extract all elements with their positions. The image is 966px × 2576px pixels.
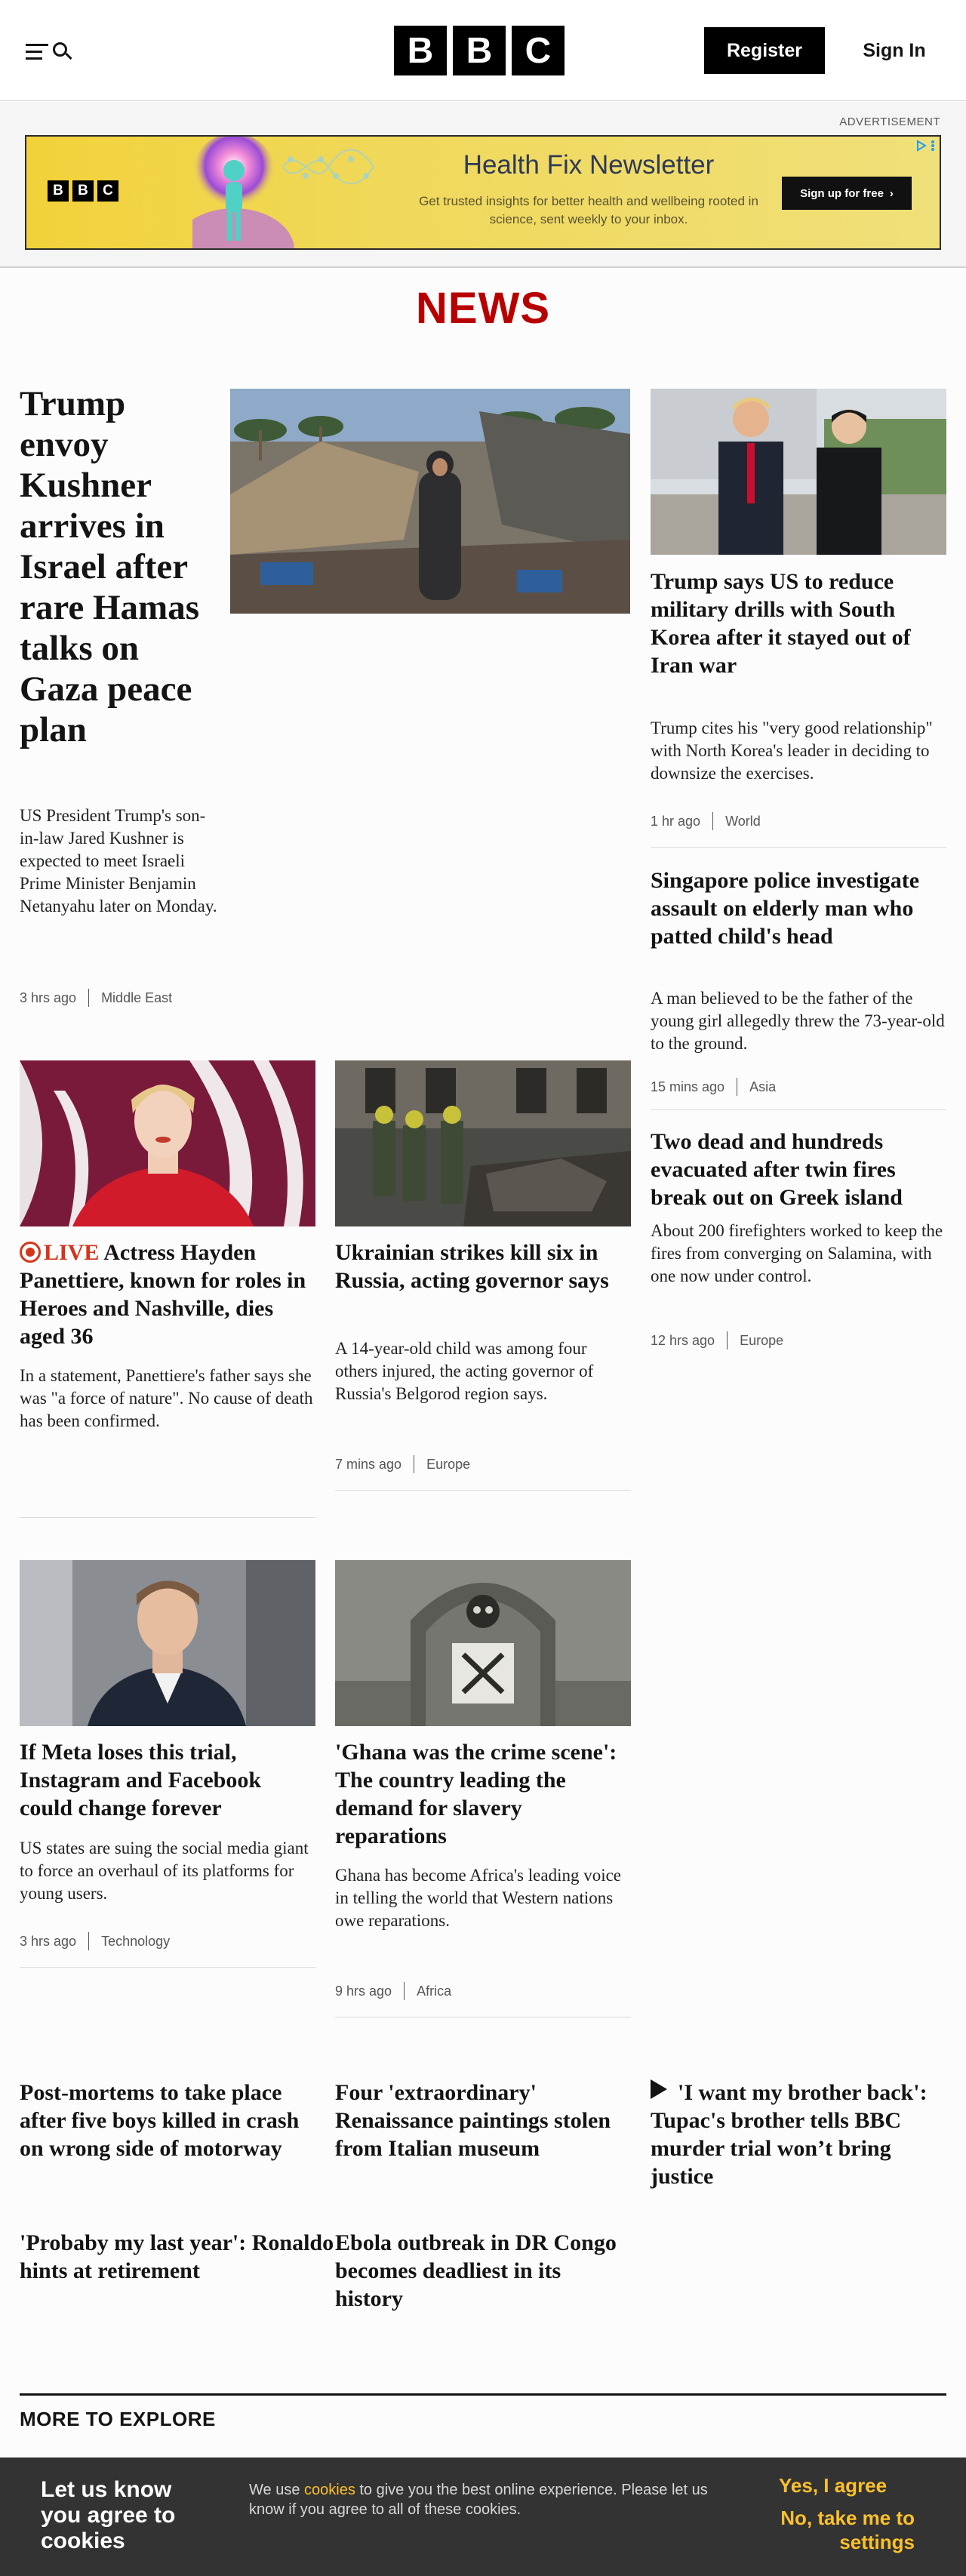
- register-button[interactable]: Register: [704, 27, 825, 74]
- text-link-story[interactable]: Ebola outbreak in DR Congo becomes deadliest in its history: [335, 2230, 617, 2311]
- lead-headline[interactable]: Trump envoy Kushner arrives in Israel after rare Hamas talks on Gaza peace plan: [20, 384, 199, 749]
- ghana-headline[interactable]: 'Ghana was the crime scene': The country leading the demand for slavery reparations: [335, 1740, 617, 1848]
- section-link[interactable]: Middle East: [101, 989, 173, 1005]
- timestamp: 15 mins ago: [651, 1079, 725, 1094]
- live-summary: In a statement, Panettiere's father says she was "a force of nature". No cause of death has been confirmed.: [20, 1366, 313, 1430]
- menu-search-button[interactable]: [26, 35, 78, 68]
- section-link[interactable]: Europe: [740, 1332, 784, 1348]
- ad-cta-label: Sign up for free: [800, 186, 884, 200]
- section-link[interactable]: Technology: [101, 1933, 171, 1949]
- ghana-story-image[interactable]: [335, 1560, 631, 1726]
- logo-letter: C: [512, 26, 565, 75]
- ghana-meta: [335, 1982, 451, 2000]
- ad-bbc-logo: [48, 180, 118, 202]
- timestamp: 3 hrs ago: [20, 989, 77, 1005]
- live-label: LIVE: [44, 1240, 100, 1265]
- cookie-heading: Let us know you agree to cookies: [41, 2477, 176, 2553]
- text-link-story[interactable]: 'Probaby my last year': Ronaldo hints at retirement: [20, 2230, 334, 2283]
- ad-label: ADVERTISEMENT: [839, 115, 940, 128]
- sign-in-button[interactable]: Sign In: [863, 39, 926, 61]
- video-link-text: 'I want my brother back': Tupac's brother tells BBC murder trial won’t bring justice: [651, 2080, 928, 2189]
- timestamp: 9 hrs ago: [335, 1983, 392, 1999]
- ghana-summary: Ghana has become Africa's leading voice in telling the world that Western nations owe reparations.: [335, 1866, 622, 1930]
- divider: [651, 1109, 946, 1110]
- right-low-headline[interactable]: Two dead and hundreds evacuated after twin fires break out on Greek island: [651, 1129, 903, 1210]
- adchoices-icon[interactable]: [915, 140, 935, 152]
- live-headline-text: Actress Hayden Panettiere, known for roles in Heroes and Nashville, dies aged 36: [20, 1240, 306, 1349]
- agree-button[interactable]: Yes, I agree: [779, 2474, 888, 2497]
- section-link[interactable]: World: [725, 813, 761, 829]
- live-icon: [20, 1242, 41, 1263]
- close-icon: [931, 140, 935, 152]
- meta-headline[interactable]: If Meta loses this trial, Instagram and Facebook could change forever: [20, 1740, 262, 1820]
- ad-logo-letter: B: [72, 180, 94, 202]
- ad-subtitle: Get trusted insights for better health and wellbeing rooted in science, sent weekly to your inbox.: [419, 194, 758, 226]
- right-top-headline[interactable]: Trump says US to reduce military drills with South Korea after it stayed out of Iran war: [651, 569, 911, 678]
- timestamp: 3 hrs ago: [20, 1933, 77, 1949]
- cookie-text-before: We use: [249, 2482, 304, 2498]
- search-icon: [53, 42, 71, 60]
- bbc-logo[interactable]: [394, 26, 565, 75]
- explore-divider: [20, 2393, 946, 2396]
- site-header: [0, 0, 966, 101]
- chevron-right-icon: ›: [889, 186, 894, 200]
- lead-summary: US President Trump's son-in-law Jared Kushner is expected to meet Israeli Prime Minister Benjamin Netanyahu later on Monday.: [20, 806, 217, 916]
- ukraine-meta: [335, 1455, 470, 1473]
- video-link-story[interactable]: [651, 2079, 946, 2190]
- right-top-summary: Trump cites his "very good relationship" with North Korea's leader in deciding to downsize the exercises.: [651, 719, 933, 783]
- ad-signup-button[interactable]: [782, 177, 912, 210]
- live-story-image[interactable]: [20, 1060, 315, 1226]
- live-headline[interactable]: [20, 1239, 315, 1350]
- section-link[interactable]: Asia: [749, 1079, 777, 1094]
- more-to-explore-title: MORE TO EXPLORE: [20, 2408, 216, 2430]
- cookies-link[interactable]: cookies: [304, 2482, 355, 2498]
- section-link[interactable]: Europe: [426, 1456, 471, 1472]
- advertisement-section: [0, 102, 966, 268]
- ad-logo-letter: C: [97, 180, 118, 202]
- right-mid-headline[interactable]: Singapore police investigate assault on elderly man who patted child's head: [651, 868, 920, 949]
- divider: [20, 1517, 315, 1518]
- right-top-meta: [651, 812, 761, 830]
- logo-letter: B: [394, 26, 447, 75]
- ad-title: Health Fix Newsletter: [463, 150, 715, 180]
- divider: [651, 847, 946, 848]
- ukraine-story-image[interactable]: [335, 1060, 631, 1226]
- timestamp: 12 hrs ago: [651, 1332, 715, 1348]
- right-low-summary: About 200 firefighters worked to keep the fires from converging on Salamina, with one now under control.: [651, 1221, 943, 1285]
- ad-logo-letter: B: [48, 180, 69, 202]
- meta-story-image[interactable]: [20, 1560, 315, 1726]
- timestamp: 7 mins ago: [335, 1456, 402, 1472]
- meta-story-meta: [20, 1932, 170, 1950]
- right-mid-summary: A man believed to be the father of the young girl allegedly threw the 73-year-old to the ground.: [651, 989, 945, 1053]
- divider: [335, 1490, 631, 1491]
- cookie-text-after: to give you the best online experience. Please let us know if you agree to all of these cookies.: [249, 2482, 708, 2518]
- right-low-meta: [651, 1331, 783, 1350]
- ukraine-summary: A 14-year-old child was among four others injured, the acting governor of Russia's Belgorod region says.: [335, 1339, 594, 1403]
- ad-artwork: [192, 137, 389, 250]
- text-link-story[interactable]: Four 'extraordinary' Renaissance paintings stolen from Italian museum: [335, 2080, 611, 2161]
- logo-letter: B: [453, 26, 506, 75]
- cookie-text: [249, 2480, 717, 2519]
- menu-icon: [26, 44, 48, 60]
- section-title: NEWS: [416, 284, 550, 333]
- play-icon: [651, 2079, 667, 2099]
- divider: [20, 1967, 315, 1968]
- lead-meta: [20, 989, 172, 1007]
- text-link-story[interactable]: Post-mortems to take place after five boys killed in crash on wrong side of motorway: [20, 2080, 300, 2161]
- ad-banner[interactable]: [25, 135, 941, 250]
- right-top-image[interactable]: [651, 389, 946, 555]
- cookie-banner: [0, 2458, 966, 2576]
- ukraine-headline[interactable]: Ukrainian strikes kill six in Russia, acting governor says: [335, 1240, 609, 1293]
- lead-image[interactable]: [230, 389, 630, 614]
- section-link[interactable]: Africa: [417, 1983, 452, 1999]
- right-mid-meta: [651, 1078, 776, 1096]
- timestamp: 1 hr ago: [651, 813, 701, 829]
- meta-summary: US states are suing the social media giant to force an overhaul of its platforms for young users.: [20, 1839, 309, 1903]
- settings-button[interactable]: No, take me to settings: [780, 2507, 915, 2553]
